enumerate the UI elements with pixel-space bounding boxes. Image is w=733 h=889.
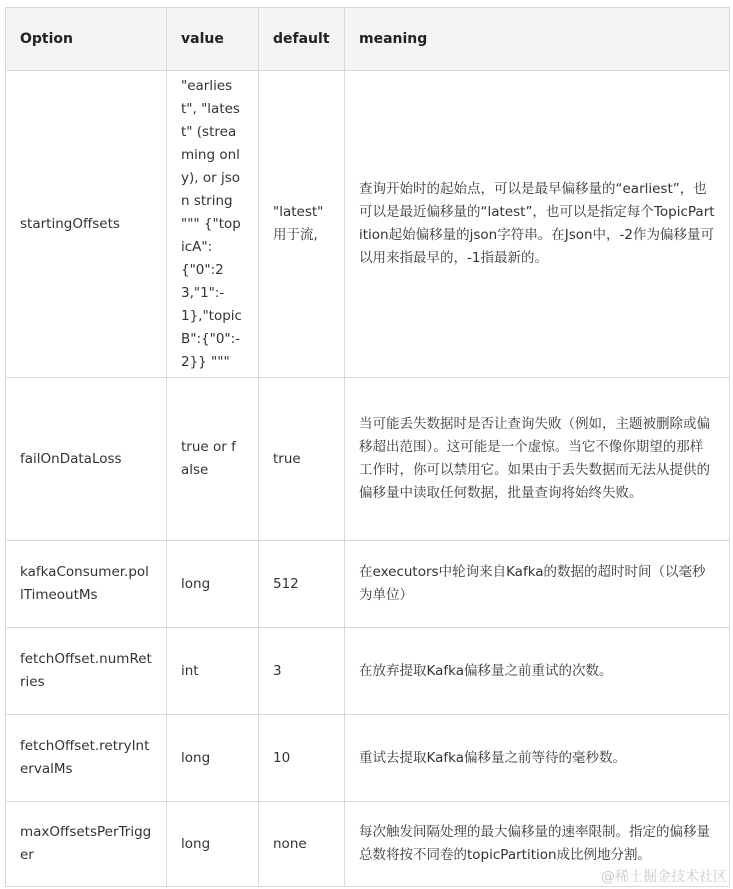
cell-default: true — [259, 378, 345, 541]
cell-value: long — [167, 802, 259, 887]
table-row — [6, 71, 730, 378]
watermark: @稀土掘金技术社区 — [601, 869, 727, 885]
table-row — [6, 715, 730, 802]
cell-meaning: 查询开始时的起始点，可以是最早偏移量的“earliest”，也可以是最近偏移量的“latest”，也可以是指定每个TopicPartition起始偏移量的json字符串。在Json中，-2作为偏移量可以用来指最早的，-1指最新的。 — [345, 71, 730, 378]
cell-meaning: 当可能丢失数据时是否让查询失败（例如，主题被删除或偏移超出范围）。这可能是一个虚惊。当它不像你期望的那样工作时，你可以禁用它。如果由于丢失数据而无法从提供的偏移量中读取任何数据，批量查询将始终失败。 — [345, 378, 730, 541]
cell-meaning: 每次触发间隔处理的最大偏移量的速率限制。指定的偏移量总数将按不同卷的topicPartition成比例地分割。 — [345, 802, 730, 887]
cell-meaning: 在放弃提取Kafka偏移量之前重试的次数。 — [345, 628, 730, 715]
cell-option: maxOffsetsPerTrigger — [6, 802, 167, 887]
cell-meaning: 重试去提取Kafka偏移量之前等待的毫秒数。 — [345, 715, 730, 802]
cell-value: long — [167, 715, 259, 802]
table-row — [6, 541, 730, 628]
header-value: value — [167, 8, 259, 71]
cell-value: long — [167, 541, 259, 628]
cell-value: true or false — [167, 378, 259, 541]
header-meaning: meaning — [345, 8, 730, 71]
cell-option: startingOffsets — [6, 71, 167, 378]
cell-value: "earliest", "latest" (streaming only), or json string """ {"topicA":{"0":23,"1":-1},"topicB":{"0":-2}} """ — [167, 71, 259, 378]
table-row — [6, 628, 730, 715]
cell-default: 512 — [259, 541, 345, 628]
header-option: Option — [6, 8, 167, 71]
cell-option: fetchOffset.numRetries — [6, 628, 167, 715]
cell-option: failOnDataLoss — [6, 378, 167, 541]
cell-meaning: 在executors中轮询来自Kafka的数据的超时时间（以毫秒为单位） — [345, 541, 730, 628]
cell-default: 3 — [259, 628, 345, 715]
cell-default: none — [259, 802, 345, 887]
cell-option: fetchOffset.retryIntervalMs — [6, 715, 167, 802]
cell-default: 10 — [259, 715, 345, 802]
options-table — [5, 7, 730, 887]
table-row — [6, 378, 730, 541]
header-default: default — [259, 8, 345, 71]
cell-value: int — [167, 628, 259, 715]
table-header-row — [6, 8, 730, 71]
cell-option: kafkaConsumer.pollTimeoutMs — [6, 541, 167, 628]
cell-default: "latest" 用于流, — [259, 71, 345, 378]
